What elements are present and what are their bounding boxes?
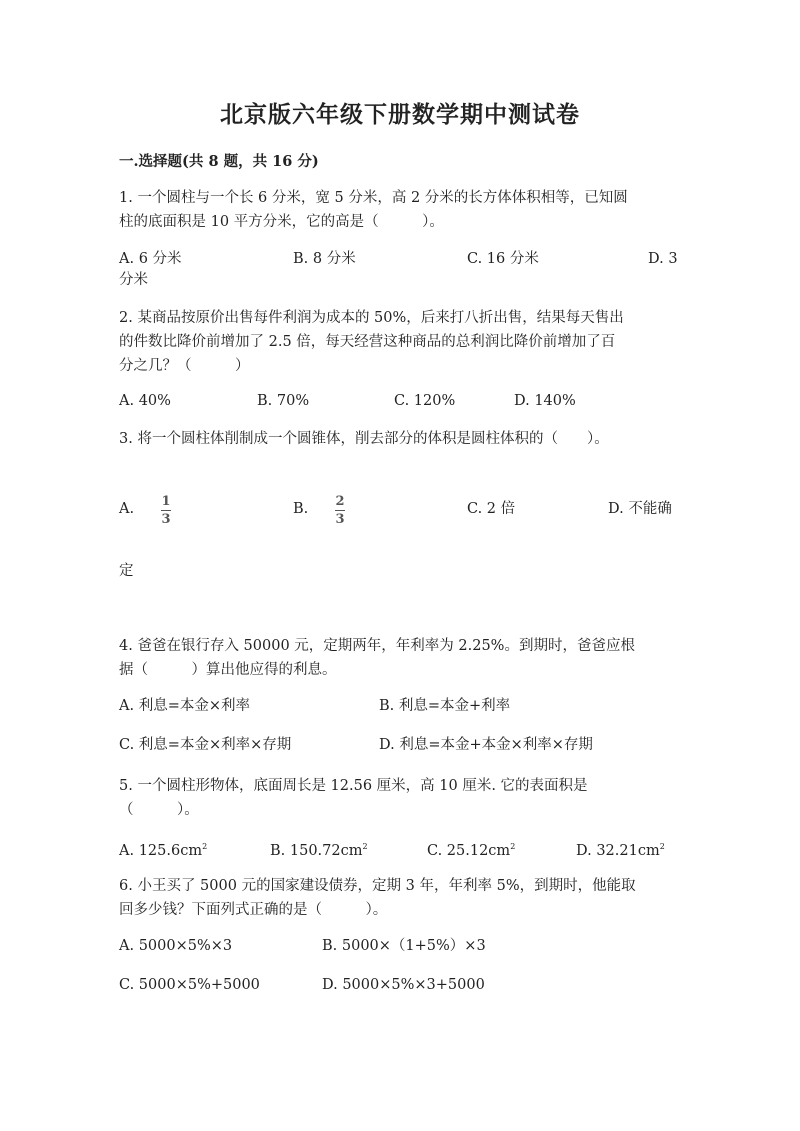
option-c: C. 2 倍	[467, 501, 516, 517]
option-d: D. 5000×5%×3+5000	[322, 977, 485, 993]
section-heading: 一.选择题(共 8 题，共 16 分)	[119, 153, 319, 170]
fraction-numerator: 1	[161, 494, 171, 509]
question-text-line: 2. 某商品按原价出售每件利润为成本的 50%，后来打八折出售，结果每天售出	[119, 310, 624, 326]
fraction-denominator: 3	[161, 512, 171, 527]
unit-superscript: 2	[362, 842, 368, 851]
question-text-line: 的件数比降价前增加了 2.5 倍，每天经营这种商品的总利润比降价前增加了百	[119, 334, 616, 350]
question-5	[119, 774, 679, 822]
option-a: A. 40%	[119, 393, 171, 409]
question-text-line: 3. 将一个圆柱体削制成一个圆锥体，削去部分的体积是圆柱体积的（ ）。	[119, 431, 609, 447]
question-1	[119, 186, 679, 234]
unit-superscript: 2	[659, 842, 665, 851]
option-d: D. 3	[648, 251, 678, 267]
option-a: A. 6 分米	[119, 251, 182, 267]
question-3	[119, 427, 679, 451]
fraction-two-thirds	[335, 494, 345, 527]
question-text-line: 5. 一个圆柱形物体，底面周长是 12.56 厘米，高 10 厘米. 它的表面积是	[119, 778, 588, 794]
option-b: B. $150.72cm^2$	[270, 842, 368, 859]
question-4	[119, 634, 679, 682]
option-d-wrap: 定	[119, 563, 134, 579]
option-d: D. 不能确	[608, 501, 672, 517]
option-a: A. 利息=本金×利率	[119, 698, 250, 714]
fraction-bar	[161, 510, 171, 511]
option-b: B. 5000×（1+5%）×3	[322, 938, 486, 954]
unit-superscript: 2	[202, 842, 208, 851]
question-text-line: 回多少钱？下面列式正确的是（ ）。	[119, 902, 388, 918]
fraction-denominator: 3	[335, 512, 345, 527]
question-text-line: 据（ ）算出他应得的利息。	[119, 662, 337, 678]
option-d: D. 140%	[514, 393, 576, 409]
option-d-wrap: 分米	[119, 272, 148, 288]
option-c: C. 利息=本金×利率×存期	[119, 737, 292, 753]
unit-superscript: 2	[510, 842, 516, 851]
page-title: 北京版六年级下册数学期中测试卷	[220, 101, 580, 128]
question-text-line: 6. 小王买了 5000 元的国家建设债券，定期 3 年，年利率 5%，到期时，他能取	[119, 878, 636, 894]
question-2	[119, 306, 679, 378]
question-6	[119, 874, 679, 922]
option-b: B.	[293, 501, 309, 517]
fraction-one-third	[161, 494, 171, 527]
option-a: A. $125.6cm^2$	[119, 842, 208, 859]
question-text-line: 分之几？（ ）	[119, 358, 250, 374]
option-b: B. 70%	[257, 393, 310, 409]
option-b: B. 利息=本金+利率	[379, 698, 511, 714]
fraction-numerator: 2	[335, 494, 345, 509]
question-text-line: 4. 爸爸在银行存入 50000 元，定期两年，年利率为 2.25%。到期时，爸爸应根	[119, 638, 635, 654]
question-text-line: （ ）。	[119, 802, 199, 818]
option-c: C. $25.12cm^2$	[427, 842, 516, 859]
option-b: B. 8 分米	[293, 251, 356, 267]
option-d: D. 利息=本金+本金×利率×存期	[379, 737, 593, 753]
question-text-line: 1. 一个圆柱与一个长 6 分米，宽 5 分米，高 2 分米的长方体体积相等，已知圆	[119, 190, 628, 206]
option-c: C. 5000×5%+5000	[119, 977, 260, 993]
fraction-bar	[335, 510, 345, 511]
option-a: A. 5000×5%×3	[119, 938, 233, 954]
question-text-line: 柱的底面积是 10 平方分米，它的高是（ ）。	[119, 214, 444, 230]
option-c: C. 120%	[394, 393, 456, 409]
option-d: D. $32.21cm^2$	[576, 842, 665, 859]
option-c: C. 16 分米	[467, 251, 539, 267]
option-a: A.	[119, 501, 135, 517]
